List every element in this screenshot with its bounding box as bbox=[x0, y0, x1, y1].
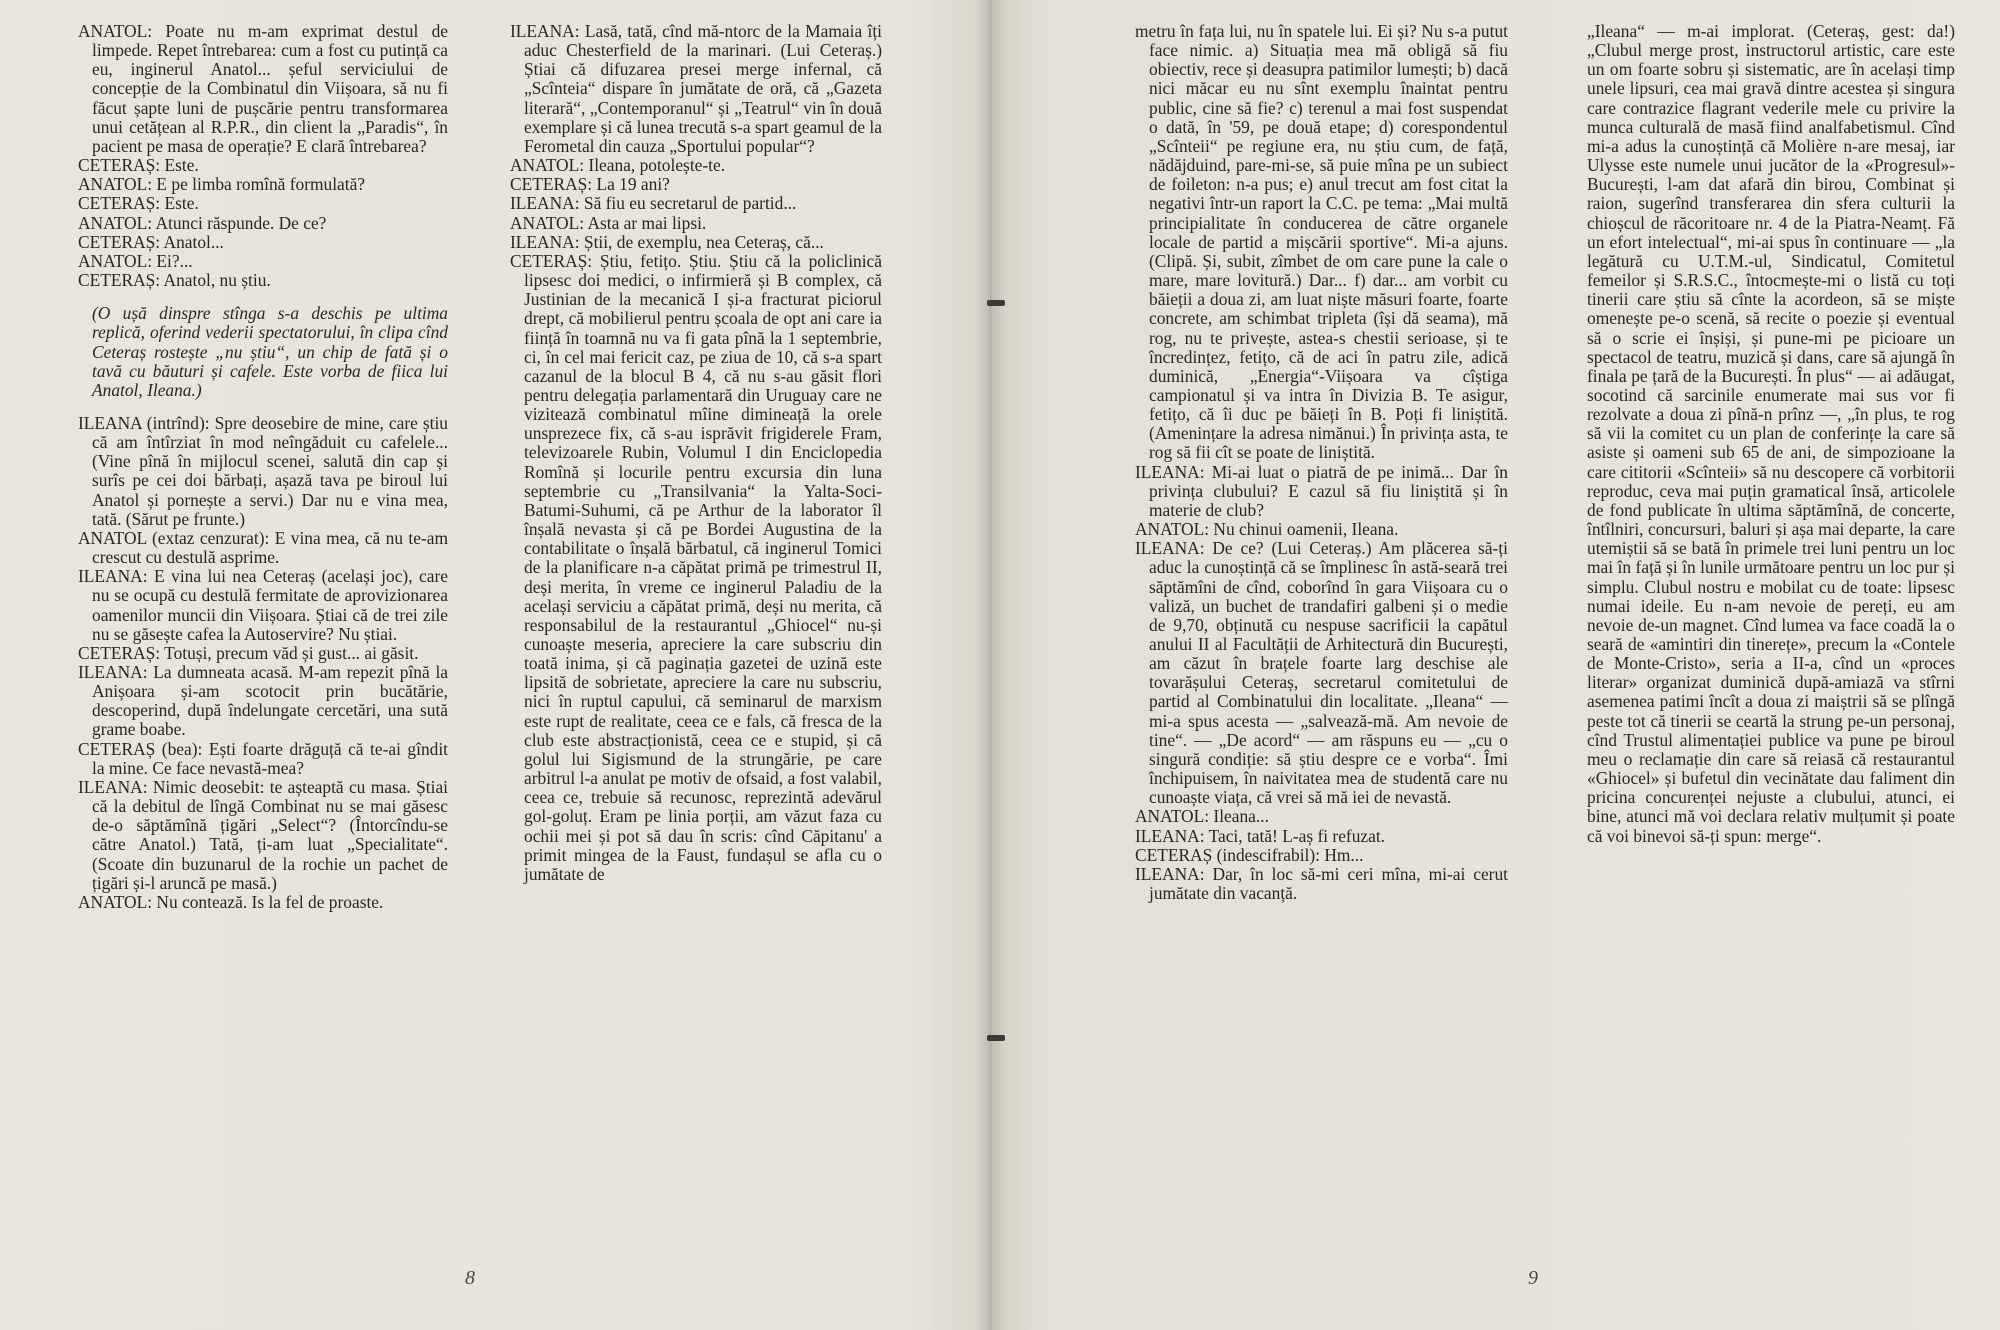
dialogue-line: ILEANA: De ce? (Lui Ceteraș.) Am plăcerea să-ți aduc la cunoștință că se împlinesc în astă-seară trei săptămîni de cînd, coborînd în gara Viișoara cu o valiză, un buchet de trandafiri galbeni și o medie de 9,70, obținută cu nespuse sacrificii la capătul anului II al Facultății de Arhitectură din București, am căzut în brațele foarte larg deschise ale tovarășului Ceteraș, secretarul comitetului de partid al Combinatului din localitate. „Ileana“ — mi-a spus acesta — „salvează-mă. Am nevoie de tine“. — „De acord“ — am răspuns eu — „cu o singură condiție: să știu despre ce e vorba“. Îmi închipuisem, în naivitatea mea de studentă care nu cunoaște viața, că vrei să mă iei de nevastă. bbox=[1135, 538, 1508, 808]
dialogue-line: ANATOL: E pe limba romînă formulată? bbox=[78, 174, 366, 195]
column-2 bbox=[510, 22, 882, 884]
dialogue-line: ANATOL: Asta ar mai lipsi. bbox=[510, 212, 707, 233]
dialogue-line: ANATOL: Atunci răspunde. De ce? bbox=[78, 212, 327, 233]
dialogue-line: CETERAȘ: Este. bbox=[78, 155, 199, 176]
dialogue-line: ILEANA: Să fiu eu secretarul de partid... bbox=[510, 193, 797, 214]
dialogue-line: CETERAȘ: La 19 ani? bbox=[510, 174, 670, 195]
staple bbox=[987, 1035, 1005, 1041]
dialogue-line: ANATOL (extaz cenzurat): E vina mea, că nu te-am crescut cu destulă asprime. bbox=[78, 527, 448, 568]
dialogue-line: CETERAȘ: Anatol, nu știu. bbox=[78, 270, 271, 291]
dialogue-line: ILEANA: E vina lui nea Ceteraș (același joc), care nu se ocupă cu destulă fermitate de aprovizionarea oamenilor muncii din Viișoara. Știai că de trei zile nu se găsește cafea la Autoservire? Nu știai. bbox=[78, 566, 448, 644]
dialogue-line: CETERAȘ (bea): Ești foarte drăguță că te-ai gîndit la mine. Ce face nevastă-mea? bbox=[78, 738, 448, 778]
column-1 bbox=[78, 22, 448, 912]
dialogue-line: ILEANA: Taci, tată! L-aș fi refuzat. bbox=[1135, 825, 1386, 846]
page-number: 8 bbox=[465, 1267, 475, 1289]
dialogue-line: ANATOL: Poate nu m-am exprimat destul de limpede. Repet întrebarea: cum a fost cu putință ca eu, inginerul Anatol... șeful serviciului de concepție de la Combinatul din Viișoara, să nu fi făcut șapte luni de pușcărie pentru transformarea unui cetățean al R.P.R., din client la „Paradis“, în pacient pe masa de operație? E clară întrebarea? bbox=[78, 21, 448, 156]
dialogue-line: ILEANA: Știi, de exemplu, nea Ceteraș, că... bbox=[510, 231, 824, 252]
dialogue-line: ILEANA (intrînd): Spre deosebire de mine, care știu că am întîrziat în mod neîngăduit cu cafelele... (Vine pînă în mijlocul scenei, salută din cap și surîs pe cei doi bărbați, așază tava pe biroul lui Anatol și pornește a servi.) Dar nu e vina mea, tată. (Sărut pe frunte.) bbox=[78, 412, 448, 529]
stage-direction: (O ușă dinspre stînga s-a deschis pe ultima replică, oferind vederii spectatorului, în clipa cînd Ceteraș rostește „nu știu“, un chip de fată și o tavă cu băuturi și cafele. Este vorba de fiica lui Anatol, Ileana.) bbox=[92, 303, 448, 400]
staple bbox=[987, 300, 1005, 306]
page-number: 9 bbox=[1528, 1267, 1538, 1289]
binding-gutter bbox=[975, 0, 1005, 1330]
dialogue-line: „Ileana“ — m-ai implorat. (Ceteraș, gest: da!) „Clubul merge prost, instructorul artistic, care este un om foarte sobru și sistematic, are în același timp unele lipsuri, cea mai gravă dintre acestea și singura care contrazice flagrant vederile mele cu privire la munca culturală de masă fiind analfabetismul. Cînd mi-a adus la cunoștință că Molière n-are mesaj, iar Ulysse este numele unui jucător de la «Progresul»-București, l-am dat afară din birou, Combinat și raion, sugerînd transferarea din sfera culturii la chioșcul de răcoritoare nr. 4 de la Piatra-Neamț. Fă un efort intelectual“, mi-ai spus în continuare — „la legătură cu U.T.M.-ul, Sindicatul, Comitetul femeilor și S.R.S.C., întocmește-mi o listă cu toți tinerii care știu să cînte la acordeon, să se miște omenește pe-o scenă, să recite o poezie și eventual să o scrie ei înșiși, și pune-mi pe picioare un spectacol de teatru, muzică și dans, care să ajungă în finala pe țară de la București. În plus“ — ai adăugat, socotind că sarcinile enumerate mai sus vor fi rezolvate a doua zi pînă-n prînz —, „în plus, te rog să vii la comitet cu un plan de conferințe la care să asiste și oameni sub 65 de ani, de simpozioane la care cititorii «Scînteii» să nu descopere că vorbitorii reproduc, ceva mai puțin gramatical însă, articolele de fond publicate în ultima săptămînă, de concerte, întîlniri, concursuri, baluri și așa mai departe, la care utemiștii să se bată în primele trei luni pentru un loc mai în față și în lunile următoare pentru un loc pur și simplu. Clubul nostru e mobilat cu de toate: lipsesc numai ideile. Eu n-am nevoie de pereți, eu am nevoie de-un magnet. Cînd lumea va face coadă la o seară de «amintiri din tinerețe», precum la «Contele de Monte-Cristo», seria a II-a, cînd un «proces literar» organizat duminică după-amiază va stîrni asemenea patimi încît a doua zi maiștrii să se plîngă peste tot că tinerii se ceartă la strung pe-un personaj, cînd Trustul alimentației publice va pune pe biroul meu o reclamație din care să reiasă că restaurantul «Ghiocel» și bufetul din vecinătate dau faliment din pricina concurenței nejuste a clubului, atunci, ei bine, atunci mă voi declara relativ mulțumit și poate că voi binevoi să-ți spun: merge“. bbox=[1587, 21, 1955, 846]
dialogue-line: ILEANA: La dumneata acasă. M-am repezit pînă la Anișoara și-am scotocit prin bucătărie, descoperind, după îndelungate cercetări, una sută grame boabe. bbox=[78, 662, 448, 740]
dialogue-line: ANATOL: Nu chinui oamenii, Ileana. bbox=[1135, 519, 1399, 540]
dialogue-line: ILEANA: Nimic deosebit: te așteaptă cu masa. Știai că la debitul de lîngă Combinat nu se mai găsesc de-o săptămînă țigări „Select“? (Întorcîndu-se către Anatol.) Tată, ți-am luat „Specialitate“. (Scoate din buzunarul de la rochie un pachet de țigări și-l aruncă pe masă.) bbox=[78, 776, 448, 893]
dialogue-line: CETERAȘ: Este. bbox=[78, 193, 199, 214]
dialogue-line: CETERAȘ: Anatol... bbox=[78, 231, 224, 252]
dialogue-line: ILEANA: Dar, în loc să-mi ceri mîna, mi-ai cerut jumătate din vacanță. bbox=[1135, 863, 1508, 904]
dialogue-line: metru în fața lui, nu în spatele lui. Ei și? Nu s-a putut face nimic. a) Situația mea mă obligă să fiu obiectiv, rece și deasupra patimilor lumești; b) dacă nici măcar eu nu sînt exemplu înaintat pentru public, cine să fie? c) terenul a mai fost suspendat o dată, în '59, pe două etape; d) corespondentul „Scînteii“ pe regiune era, nu știu cum, de față, nădăjduind, pare-mi-se, să puie mîna pe un subiect de foileton: n-a pus; e) anul trecut am fost citat la negativi într-un raport la C.C. pe tema: „Mai multă principialitate în conducerea de către organele locale de partid a mișcării sportive“. Mi-a ajuns. (Clipă. Și, subit, zîmbet de om care pune la cale o mare, mare lovitură.) Dar... f) dar... am vorbit cu băieții a doua zi, am luat niște măsuri foarte, foarte concrete, am schimbat tripleta (își dă seama), mă rog, nu te privește, astea-s chestii serioase, și te încredințez, fetițo, că de aci în patru zile, adică duminică, „Energia“-Viișoara va cîștiga campionatul și va intra în Divizia B. Te asigur, fetițo, că îi duc pe băieți în B. Poți fi liniștită. (Amenințare la adresa nimănui.) În privința asta, te rog să fii cît se poate de liniștită. bbox=[1135, 21, 1508, 463]
dialogue-line: CETERAȘ (indescifrabil): Hm... bbox=[1135, 844, 1364, 865]
dialogue-line: ILEANA: Lasă, tată, cînd mă-ntorc de la Mamaia îți aduc Chesterfield de la marinari. (Lui Ceteraș.) Știai că difuzarea presei merge infernal, că „Scînteia“ dispare în jumătate de oră, că „Gazeta literară“, „Contemporanul“ și „Teatrul“ vin în două exemplare și că lunea trecută s-a spart geamul de la Ferometal din cauza „Sportului popular“? bbox=[510, 21, 882, 156]
dialogue-line: ANATOL: Ileana... bbox=[1135, 806, 1269, 827]
column-4 bbox=[1587, 22, 1955, 846]
dialogue-line: CETERAȘ: Totuși, precum văd și gust... ai găsit. bbox=[78, 642, 419, 663]
dialogue-line: ILEANA: Mi-ai luat o piatră de pe inimă... Dar în privința clubului? E cazul să fiu liniștită și în materie de club? bbox=[1135, 461, 1508, 520]
dialogue-line: CETERAȘ: Știu, fetițo. Știu. Știu că la policlinică lipsesc doi medici, o infirmieră și B complex, că Justinian de la mecanică I și-a fracturat piciorul drept, că mobilierul pentru școala de opt ani care ia ființă în toamnă nu va fi gata pînă la 1 septembrie, ci, în cel mai fericit caz, pe ziua de 10, că s-a spart cazanul de la blocul B 4, că nu s-au găsit flori pentru delegația parlamentară din Uruguay care ne vizitează combinatul mîine dimineață la orele unsprezece fix, că s-au isprăvit frigiderele Fram, televizoarele Rubin, Volumul I din Enciclopedia Romînă și locurile pentru excursia din luna septembrie cu „Transilvania“ la Yalta-Soci-Batumi-Suhumi, că pe Arthur de la laborator îl înșală nevasta și că pe Bordei Augustina de la contabilitate o înșală bărbatul, că inginerul Tomici de la planificare n-a căpătat primă pe trimestrul II, deși merita, în vreme ce inginerul Paladiu de la același serviciu a căpătat primă, deși nu merita, că responsabilul de la restaurantul „Ghiocel“ nu-și cunoaște meseria, apreciere la care subscriu din toată inima, și că paginația gazetei de uzină este lipsită de sobrietate, apreciere la care nu subscriu, nici în ruptul capului, că seminarul de marxism este rupt de realitate, ceea ce e fals, că fresca de la club este abstracționistă, ceea ce e stupid, și că golul lui Sigismund de la strungărie, pe care arbitrul l-a anulat pe motiv de ofsaid, a fost valabil, ceea ce, trebuie să recunosc, reprezintă adevărul gol-goluț. Eram pe linia porții, am văzut faza cu ochii mei și pot să dau în scris: cînd Căpitanu' a primit mingea de la Faust, fundașul se afla cu o jumătate de bbox=[510, 250, 882, 884]
dialogue-line: ANATOL: Ei?... bbox=[78, 250, 193, 271]
dialogue-line: ANATOL: Ileana, potolește-te. bbox=[510, 155, 726, 176]
dialogue-line: ANATOL: Nu contează. Is la fel de proaste. bbox=[78, 891, 384, 912]
column-3 bbox=[1135, 22, 1508, 903]
